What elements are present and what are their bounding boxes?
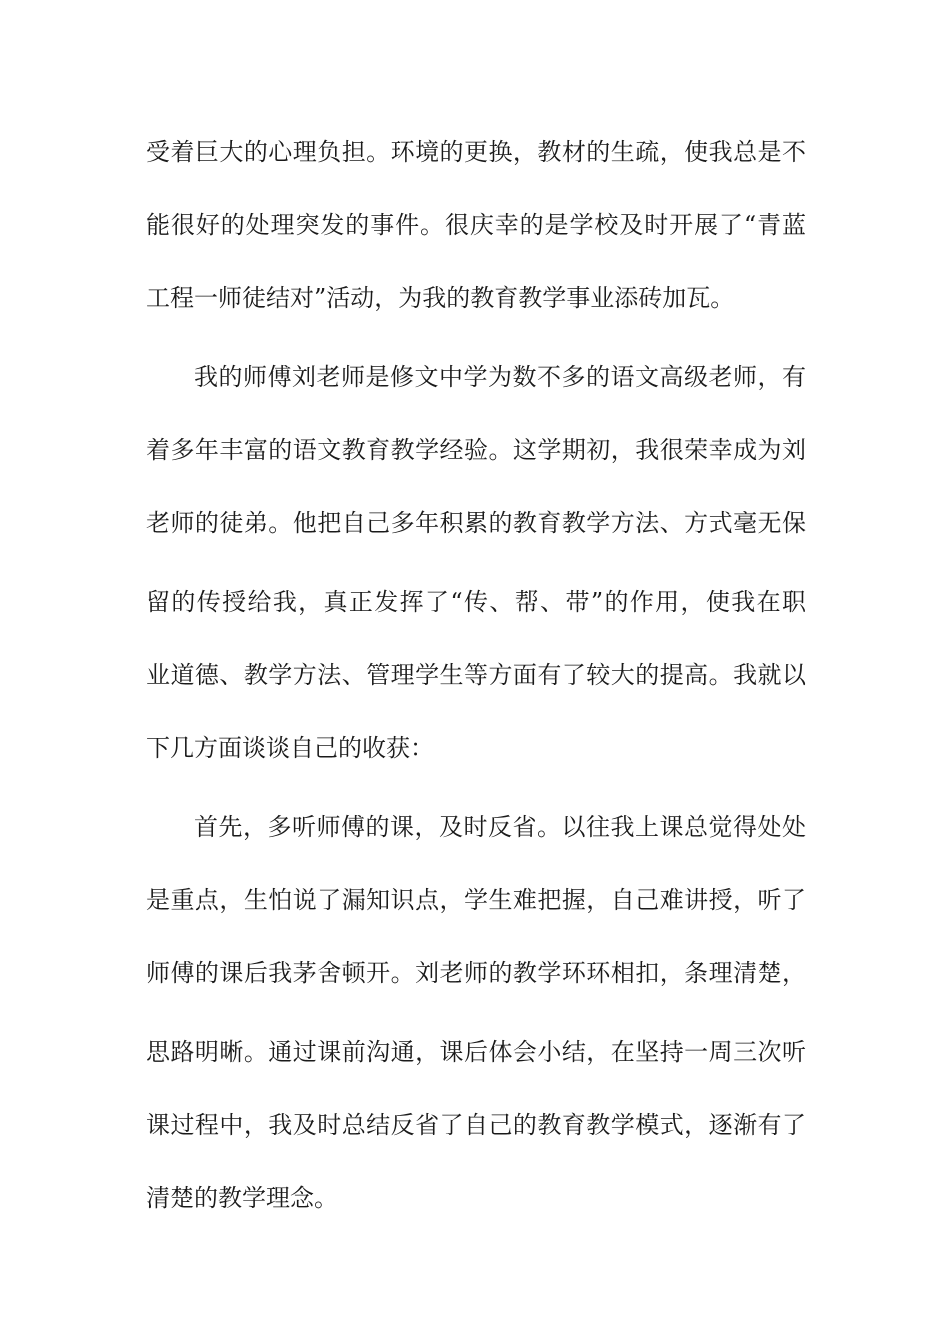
text-line: 受着巨大的心理负担。环境的更换，教材的生疏，使我总是不 — [146, 138, 806, 166]
text-line: 留的传授给我，真正发挥了“传、帮、带”的作用，使我在职 — [146, 588, 806, 616]
text-line: 着多年丰富的语文教育教学经验。这学期初，我很荣幸成为刘 — [146, 436, 806, 464]
text-line: 是重点，生怕说了漏知识点，学生难把握，自己难讲授，听了 — [146, 886, 806, 914]
paragraph-first-line: 我的师傅刘老师是修文中学为数不多的语文高级老师，有 — [194, 363, 806, 391]
text-line: 清楚的教学理念。 — [146, 1184, 338, 1212]
text-line: 工程一师徒结对”活动，为我的教育教学事业添砖加瓦。 — [146, 284, 735, 312]
text-line: 能很好的处理突发的事件。很庆幸的是学校及时开展了“青蓝 — [146, 211, 806, 239]
text-line: 老师的徒弟。他把自己多年积累的教育教学方法、方式毫无保 — [146, 509, 806, 537]
text-line: 课过程中，我及时总结反省了自己的教育教学模式，逐渐有了 — [146, 1111, 806, 1139]
text-line: 下几方面谈谈自己的收获： — [146, 734, 434, 762]
paragraph-first-line: 首先，多听师傅的课，及时反省。以往我上课总觉得处处 — [194, 813, 806, 841]
text-line: 思路明晰。通过课前沟通，课后体会小结，在坚持一周三次听 — [146, 1038, 806, 1066]
text-line: 业道德、教学方法、管理学生等方面有了较大的提高。我就以 — [146, 661, 806, 689]
text-line: 师傅的课后我茅舍顿开。刘老师的教学环环相扣，条理清楚， — [146, 959, 806, 987]
